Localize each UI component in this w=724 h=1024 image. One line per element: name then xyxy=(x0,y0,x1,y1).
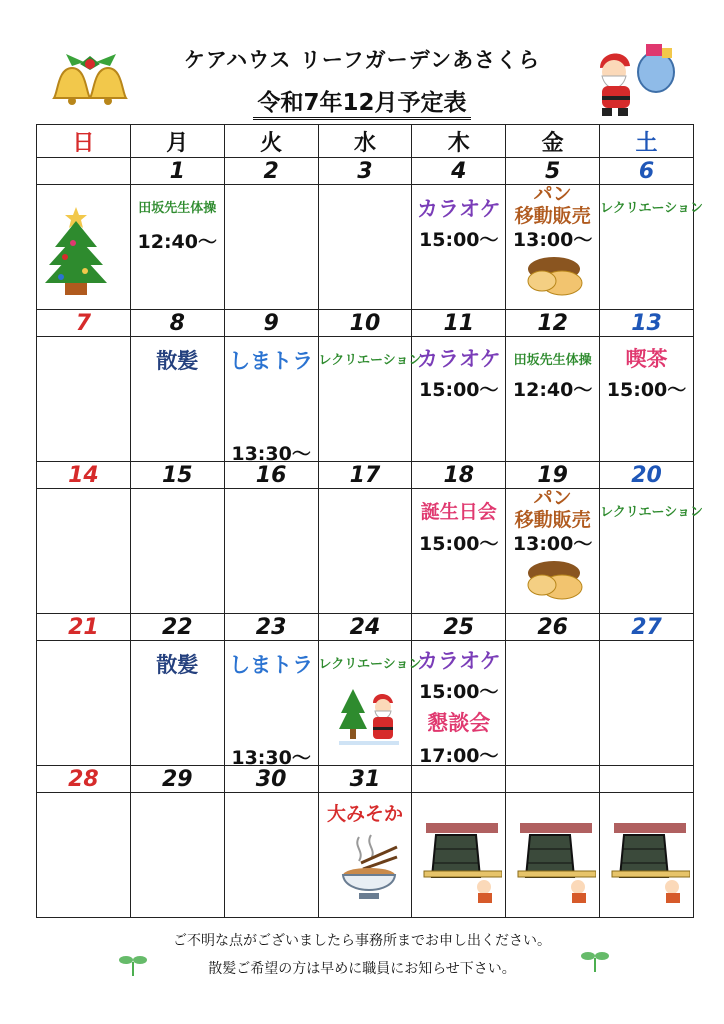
event-cell xyxy=(412,489,506,614)
weekday-sun: 日 xyxy=(37,125,131,158)
facility-title: ケアハウス リーフガーデンあさくら xyxy=(183,48,541,72)
date-row xyxy=(37,614,694,641)
event-row xyxy=(37,793,694,918)
event-cell xyxy=(506,185,600,310)
event-time: 12:40〜 xyxy=(512,379,593,401)
date-cell: 6 xyxy=(600,158,694,185)
event-cell xyxy=(130,641,224,766)
date-cell: 10 xyxy=(318,310,412,337)
event-name: カラオケ xyxy=(417,197,501,221)
event-name-2: 懇談会 xyxy=(427,711,491,735)
event-name: カラオケ xyxy=(417,347,501,371)
event-cell xyxy=(37,641,131,766)
date-cell: 21 xyxy=(37,614,131,641)
date-cell: 4 xyxy=(412,158,506,185)
event-name: 誕生日会 xyxy=(420,501,497,523)
event-cell xyxy=(224,793,318,918)
event-name: レクリエーション xyxy=(318,657,422,672)
event-name: レクリエーション xyxy=(318,353,422,368)
event-cell xyxy=(37,337,131,462)
event-cell xyxy=(37,793,131,918)
date-cell: 30 xyxy=(224,766,318,793)
event-row xyxy=(37,185,694,310)
date-cell: 11 xyxy=(412,310,506,337)
date-cell: 18 xyxy=(412,462,506,489)
event-cell xyxy=(318,489,412,614)
event-cell xyxy=(600,641,694,766)
event-row xyxy=(37,489,694,614)
event-name: 移動販売 xyxy=(514,509,591,531)
date-cell: 25 xyxy=(412,614,506,641)
event-name-top: パン xyxy=(533,183,572,205)
event-time-2: 17:00〜 xyxy=(419,745,499,767)
date-cell: 23 xyxy=(224,614,318,641)
event-cell xyxy=(37,489,131,614)
event-name: 散髪 xyxy=(156,653,199,677)
event-time: 12:40〜 xyxy=(137,231,217,253)
event-time: 15:00〜 xyxy=(419,229,499,251)
date-cell: 22 xyxy=(130,614,224,641)
event-name: しまトラ xyxy=(229,349,314,373)
event-cell xyxy=(130,337,224,462)
date-cell: 15 xyxy=(130,462,224,489)
date-row xyxy=(37,310,694,337)
event-cell xyxy=(318,337,422,462)
date-cell xyxy=(412,766,506,793)
event-cell xyxy=(412,337,506,462)
event-cell xyxy=(130,185,224,310)
event-time: 15:00〜 xyxy=(419,681,499,703)
event-time: 15:00〜 xyxy=(606,379,687,401)
date-cell: 29 xyxy=(130,766,224,793)
event-time: 13:00〜 xyxy=(512,533,593,555)
date-cell: 12 xyxy=(506,310,600,337)
bread-icon xyxy=(526,253,584,299)
event-time: 15:00〜 xyxy=(419,379,499,401)
event-name-top: パン xyxy=(533,487,572,509)
date-cell: 8 xyxy=(130,310,224,337)
event-cell xyxy=(224,489,318,614)
event-cell xyxy=(224,641,318,769)
footer-note-2: 散髪ご希望の方は早めに職員にお知らせ下さい。 xyxy=(208,961,516,977)
event-cell xyxy=(224,185,318,310)
event-cell xyxy=(130,793,224,918)
schedule-subtitle: 令和7年12月予定表 xyxy=(0,84,724,117)
event-cell xyxy=(600,793,694,918)
date-cell: 19 xyxy=(506,462,600,489)
date-cell xyxy=(600,766,694,793)
event-name: 田坂先生体操 xyxy=(138,201,217,216)
temple-bell-icon xyxy=(608,821,690,903)
calendar-table xyxy=(36,124,704,918)
event-time: 15:00〜 xyxy=(419,533,499,555)
date-cell xyxy=(37,158,131,185)
santa-tree-icon xyxy=(337,685,401,749)
event-cell xyxy=(318,641,422,766)
date-cell: 20 xyxy=(600,462,694,489)
date-cell: 3 xyxy=(318,158,412,185)
event-cell xyxy=(130,489,224,614)
weekday-fri: 金 xyxy=(506,125,600,158)
temple-bell-icon xyxy=(514,821,596,903)
weekday-tue: 火 xyxy=(224,125,318,158)
date-cell: 26 xyxy=(506,614,600,641)
weekday-wed: 水 xyxy=(318,125,412,158)
christmas-tree-icon xyxy=(43,203,109,297)
date-cell: 28 xyxy=(37,766,131,793)
event-cell xyxy=(224,337,318,465)
date-cell: 17 xyxy=(318,462,412,489)
event-name: 散髪 xyxy=(156,349,199,373)
event-time: 13:30〜 xyxy=(231,443,311,465)
date-cell: 2 xyxy=(224,158,318,185)
date-cell: 16 xyxy=(224,462,318,489)
weekday-sat: 土 xyxy=(600,125,694,158)
event-cell xyxy=(318,185,412,310)
event-name: 移動販売 xyxy=(514,205,591,227)
event-name: しまトラ xyxy=(229,653,314,677)
event-cell xyxy=(600,337,694,462)
event-row xyxy=(37,641,694,766)
date-cell: 13 xyxy=(600,310,694,337)
event-name: 田坂先生体操 xyxy=(513,353,592,368)
date-cell: 14 xyxy=(37,462,131,489)
weekday-header-row xyxy=(37,125,694,158)
event-name: 喫茶 xyxy=(625,347,668,371)
event-name: レクリエーション xyxy=(600,505,704,520)
weekday-thu: 木 xyxy=(412,125,506,158)
event-cell xyxy=(506,641,600,766)
date-cell: 9 xyxy=(224,310,318,337)
event-name: レクリエーション xyxy=(600,201,704,216)
event-cell xyxy=(506,793,600,918)
temple-bell-icon xyxy=(420,821,502,903)
date-cell: 27 xyxy=(600,614,694,641)
bread-icon xyxy=(526,557,584,603)
date-row xyxy=(37,766,694,793)
date-cell: 1 xyxy=(130,158,224,185)
date-cell xyxy=(506,766,600,793)
event-cell xyxy=(600,185,704,310)
event-time: 13:30〜 xyxy=(231,747,311,769)
date-cell: 5 xyxy=(506,158,600,185)
footer-note-1: ご不明な点がございましたら事務所までお申し出ください。 xyxy=(173,933,551,949)
weekday-mon: 月 xyxy=(130,125,224,158)
soba-bowl-icon xyxy=(339,833,399,911)
event-cell xyxy=(412,641,506,766)
event-cell xyxy=(412,185,506,310)
date-cell: 31 xyxy=(318,766,412,793)
date-cell: 24 xyxy=(318,614,412,641)
event-row xyxy=(37,337,694,462)
event-name: 大みそか xyxy=(326,803,403,825)
event-cell xyxy=(412,793,506,918)
event-name: カラオケ xyxy=(417,649,501,673)
event-cell xyxy=(506,489,600,614)
event-time: 13:00〜 xyxy=(512,229,593,251)
event-cell xyxy=(318,793,412,918)
event-cell xyxy=(600,489,704,614)
event-cell xyxy=(37,185,131,310)
event-cell xyxy=(506,337,600,462)
date-cell: 7 xyxy=(37,310,131,337)
